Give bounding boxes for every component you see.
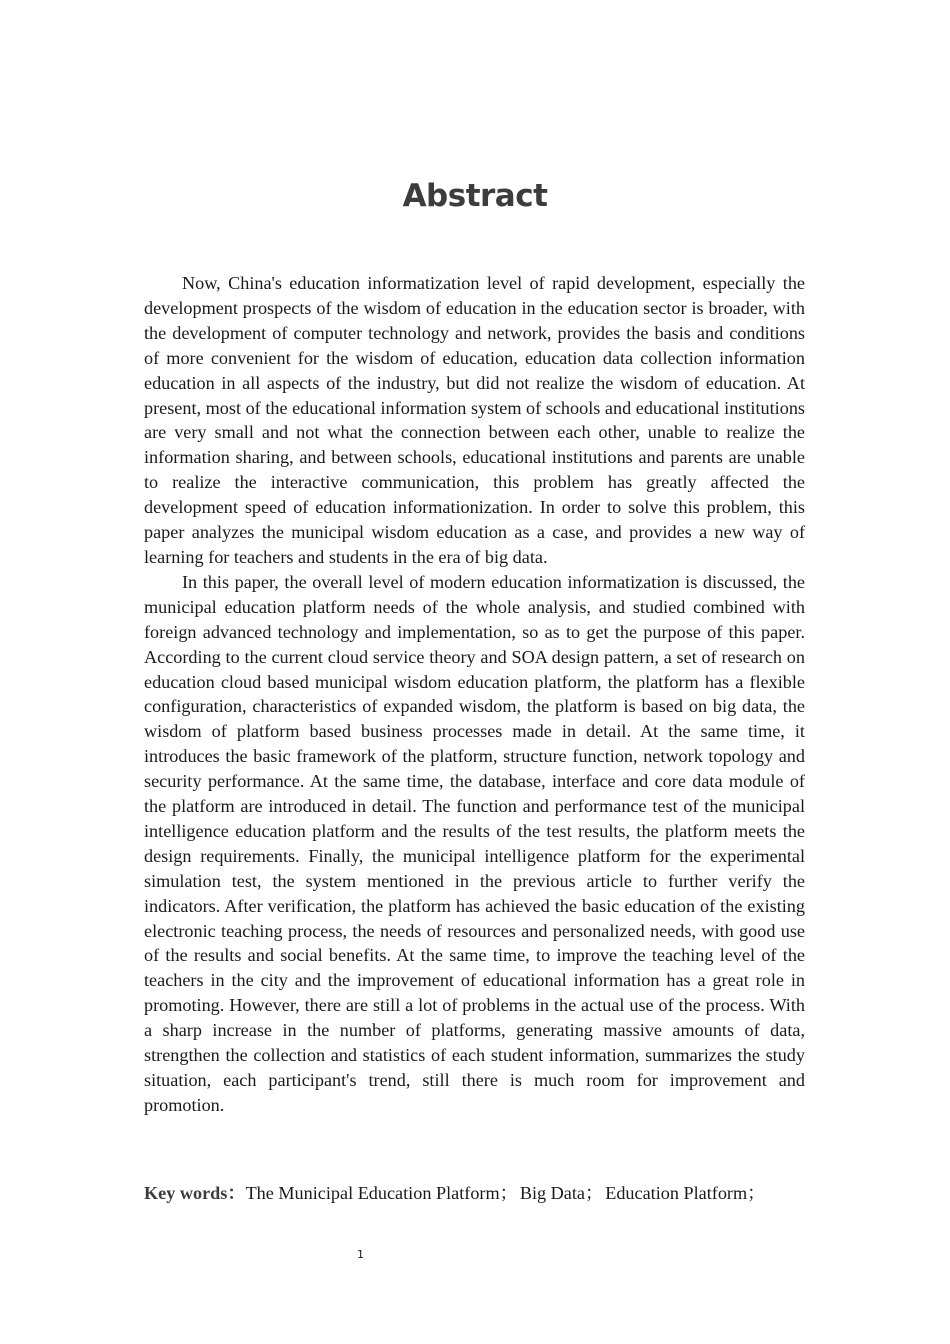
keyword-item: Education Platform: [605, 1183, 748, 1203]
keywords-line: [144, 1181, 824, 1205]
keyword-separator: ；: [499, 1183, 518, 1203]
keyword-item: Big Data: [519, 1183, 585, 1203]
keyword-separator: ；: [585, 1183, 604, 1203]
keywords-colon: ：: [227, 1183, 246, 1203]
abstract-paragraph-1: Now, China's education informatization level of rapid development, especially the development prospects of the wisdom of education in the education sector is broader, with the development of computer technology and network, provides the basis and conditions of more convenient for the wisdom of education, education data collection information education in all aspects of the industry, but did not realize the wisdom of education. At present, most of the educational information system of schools and educational institutions are very small and not what the connection between each other, unable to realize the information sharing, and between schools, educational institutions and parents are unable to realize the interactive communication, this problem has greatly affected the development speed of education informationization. In order to solve this problem, this paper analyzes the municipal wisdom education as a case, and provides a new way of learning for teachers and students in the era of big data.: [144, 273, 805, 567]
keywords-label: Key words: [144, 1183, 228, 1203]
abstract-paragraph-2: In this paper, the overall level of modern education informatization is discussed, the municipal education platform needs of the whole analysis, and studied combined with foreign advanced technology and implementation, so as to get the purpose of this paper. According to the current cloud service theory and SOA design pattern, a set of research on education cloud based municipal wisdom education platform, the platform has a flexible configuration, characteristics of expanded wisdom, the platform is based on big data, the wisdom of platform based business processes made in detail. At the same time, it introduces the basic framework of the platform, structure function, network topology and security performance. At the same time, the database, interface and core data module of the platform are introduced in detail. The function and performance test of the municipal intelligence education platform and the results of the test results, the platform meets the design requirements. Finally, the municipal intelligence platform for the experimental simulation test, the system mentioned in the previous article to further verify the indicators. After verification, the platform has achieved the basic education of the existing electronic teaching process, the needs of resources and personalized needs, with good use of the results and social benefits. At the same time, to improve the teaching level of the teachers in the city and the improvement of educational information has a great role in promoting. However, there are still a lot of problems in the actual use of the process. With a sharp increase in the number of platforms, generating massive amounts of data, strengthen the collection and statistics of each student information, summarizes the study situation, each participant's trend, still there is much room for improvement and promotion.: [144, 571, 805, 1115]
abstract-body: [144, 271, 805, 1118]
page-number: 1: [357, 1248, 364, 1261]
abstract-title: Abstract: [402, 178, 548, 214]
keyword-item: The Municipal Education Platform: [245, 1183, 500, 1203]
keyword-separator: ；: [747, 1183, 766, 1203]
